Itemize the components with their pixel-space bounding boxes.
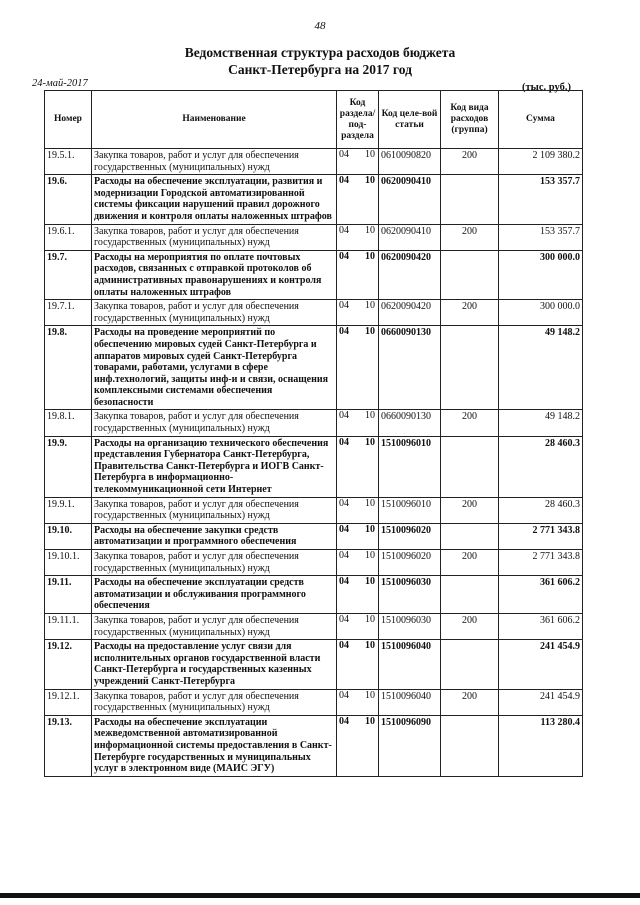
row-target-code: 0620090410 [379,224,441,250]
row-number: 19.8.1. [45,410,92,436]
row-razdel [337,224,379,250]
document-title [0,44,640,78]
row-expense-type: 200 [441,497,499,523]
row-target-code: 1510096020 [379,550,441,576]
row-expense-type: 200 [441,300,499,326]
table-row [45,300,583,326]
row-expense-type: 200 [441,550,499,576]
table-row [45,576,583,614]
units-label: (тыс. руб.) [522,82,571,93]
row-number: 19.11.1. [45,613,92,639]
row-number: 19.5.1. [45,149,92,175]
title-line-2: Санкт-Петербурга на 2017 год [228,62,412,77]
row-razdel [337,326,379,410]
header-nomer: Номер [45,91,92,149]
row-podrazdel-code: 10 [365,576,375,588]
row-name: Закупка товаров, работ и услуг для обеспечения государственных (муниципальных) нужд [92,550,337,576]
header-name: Наименование [92,91,337,149]
row-sum: 241 454.9 [499,689,583,715]
row-name: Расходы на предоставление услуг связи для исполнительных органов государственной власти Санкт-Петербурга и государственных казенных учреждений Санкт-Петербурга [92,640,337,689]
row-razdel [337,175,379,224]
header-vr: Код вида расходов (группа) [441,91,499,149]
row-razdel-code: 04 [339,436,349,448]
row-number: 19.6. [45,175,92,224]
table-row [45,224,583,250]
row-razdel [337,640,379,689]
row-target-code: 1510096020 [379,523,441,549]
row-podrazdel-code: 10 [365,175,375,187]
header-csr: Код целе-вой статьи [379,91,441,149]
document-date: 24-май-2017 [32,78,88,89]
table-row [45,436,583,497]
row-sum: 113 280.4 [499,715,583,776]
row-razdel [337,613,379,639]
row-podrazdel-code: 10 [365,689,375,701]
row-podrazdel-code: 10 [365,224,375,236]
row-target-code: 1510096010 [379,497,441,523]
row-razdel-code: 04 [339,250,349,262]
row-number: 19.12. [45,640,92,689]
row-razdel [337,550,379,576]
table-row [45,523,583,549]
row-podrazdel-code: 10 [365,250,375,262]
row-sum: 241 454.9 [499,640,583,689]
row-name: Расходы на организацию технического обеспечения представления Губернатора Санкт-Петербурга, Правительства Санкт-Петербурга и ИОГВ Санкт-Петербурга в информационно-телекоммуникационной сети Интернет [92,436,337,497]
row-podrazdel-code: 10 [365,300,375,312]
row-expense-type [441,576,499,614]
row-razdel [337,576,379,614]
table-row [45,689,583,715]
table-row [45,250,583,299]
row-expense-type [441,715,499,776]
row-razdel-code: 04 [339,300,349,312]
row-razdel [337,497,379,523]
row-sum: 2 771 343.8 [499,523,583,549]
row-razdel-code: 04 [339,175,349,187]
row-expense-type [441,523,499,549]
row-name: Закупка товаров, работ и услуг для обеспечения государственных (муниципальных) нужд [92,224,337,250]
row-number: 19.9.1. [45,497,92,523]
table-row [45,613,583,639]
row-number: 19.8. [45,326,92,410]
row-razdel-code: 04 [339,149,349,160]
row-podrazdel-code: 10 [365,640,375,652]
row-name: Закупка товаров, работ и услуг для обеспечения государственных (муниципальных) нужд [92,300,337,326]
row-sum: 2 109 380.2 [499,149,583,175]
table-row [45,497,583,523]
row-expense-type: 200 [441,410,499,436]
row-name: Закупка товаров, работ и услуг для обеспечения государственных (муниципальных) нужд [92,613,337,639]
row-number: 19.11. [45,576,92,614]
row-name: Закупка товаров, работ и услуг для обеспечения государственных (муниципальных) нужд [92,689,337,715]
row-podrazdel-code: 10 [365,410,375,422]
row-sum: 2 771 343.8 [499,550,583,576]
row-razdel-code: 04 [339,640,349,652]
row-podrazdel-code: 10 [365,497,375,509]
row-podrazdel-code: 10 [365,715,375,727]
row-name: Расходы на обеспечение закупки средств автоматизации и программного обеспечения [92,523,337,549]
row-number: 19.10.1. [45,550,92,576]
row-target-code: 1510096030 [379,576,441,614]
row-expense-type: 200 [441,224,499,250]
table-row [45,410,583,436]
row-razdel [337,715,379,776]
table-row [45,326,583,410]
row-razdel-code: 04 [339,550,349,561]
row-name: Расходы на обеспечение эксплуатации, развития и модернизации Городской автоматизированной системы фиксации нарушений правил дорожного движения и контроля оплаты наложенных штрафов [92,175,337,224]
row-expense-type [441,175,499,224]
budget-table [44,90,583,777]
row-name: Расходы на обеспечение эксплуатации средств автоматизации и обслуживания программного обеспечения [92,576,337,614]
row-target-code: 0610090820 [379,149,441,175]
row-sum: 49 148.2 [499,326,583,410]
row-razdel-code: 04 [339,523,349,535]
row-number: 19.12.1. [45,689,92,715]
row-razdel-code: 04 [339,576,349,588]
row-name: Расходы на обеспечение эксплуатации межведомственной автоматизированной информационной системы предоставления в Санкт-Петербурге государственных и муниципальных услуг в электронном виде (МАИС ЭГУ) [92,715,337,776]
row-name: Закупка товаров, работ и услуг для обеспечения государственных (муниципальных) нужд [92,497,337,523]
row-name: Расходы на проведение мероприятий по обеспечению мировых судей Санкт-Петербурга и аппаратов мировых судей Санкт-Петербурга товарами, работами, услугами в сфере инф.технологий, защиты инф-и и связи, оснащения комплексными системами обеспечения безопасности [92,326,337,410]
row-name: Закупка товаров, работ и услуг для обеспечения государственных (муниципальных) нужд [92,410,337,436]
row-name: Закупка товаров, работ и услуг для обеспечения государственных (муниципальных) нужд [92,149,337,175]
page-number: 48 [314,20,326,32]
row-razdel [337,689,379,715]
header-razdel: Код раздела/ под-раздела [337,91,379,149]
row-podrazdel-code: 10 [365,436,375,448]
row-target-code: 1510096030 [379,613,441,639]
row-expense-type [441,640,499,689]
row-razdel-code: 04 [339,613,349,625]
table-row [45,640,583,689]
row-razdel-code: 04 [339,224,349,236]
row-razdel [337,523,379,549]
row-number: 19.9. [45,436,92,497]
row-target-code: 0660090130 [379,326,441,410]
row-sum: 153 357.7 [499,224,583,250]
row-podrazdel-code: 10 [365,613,375,625]
row-sum: 300 000.0 [499,300,583,326]
row-sum: 361 606.2 [499,576,583,614]
row-target-code: 1510096040 [379,640,441,689]
row-sum: 361 606.2 [499,613,583,639]
row-podrazdel-code: 10 [365,550,375,561]
row-razdel-code: 04 [339,410,349,422]
row-expense-type: 200 [441,149,499,175]
row-razdel [337,250,379,299]
row-razdel-code: 04 [339,689,349,701]
row-number: 19.13. [45,715,92,776]
row-target-code: 1510096010 [379,436,441,497]
table-row [45,550,583,576]
header-sum: Сумма [499,91,583,149]
row-razdel-code: 04 [339,497,349,509]
row-sum: 300 000.0 [499,250,583,299]
bottom-scan-border [0,893,640,898]
row-podrazdel-code: 10 [365,523,375,535]
row-sum: 28 460.3 [499,497,583,523]
row-target-code: 0620090420 [379,300,441,326]
row-podrazdel-code: 10 [365,149,375,160]
row-expense-type: 200 [441,613,499,639]
row-number: 19.10. [45,523,92,549]
row-target-code: 0660090130 [379,410,441,436]
row-target-code: 1510096090 [379,715,441,776]
row-number: 19.6.1. [45,224,92,250]
row-sum: 153 357.7 [499,175,583,224]
row-razdel [337,300,379,326]
row-target-code: 1510096040 [379,689,441,715]
row-sum: 28 460.3 [499,436,583,497]
row-razdel [337,410,379,436]
table-body [45,149,583,777]
table-row [45,175,583,224]
row-number: 19.7. [45,250,92,299]
row-target-code: 0620090410 [379,175,441,224]
row-expense-type [441,250,499,299]
row-razdel-code: 04 [339,715,349,727]
row-sum: 49 148.2 [499,410,583,436]
row-razdel [337,149,379,175]
row-expense-type [441,326,499,410]
title-line-1: Ведомственная структура расходов бюджета [184,45,456,60]
row-razdel-code: 04 [339,326,349,338]
row-expense-type: 200 [441,689,499,715]
table-row [45,149,583,175]
row-number: 19.7.1. [45,300,92,326]
row-target-code: 0620090420 [379,250,441,299]
table-row [45,715,583,776]
table-header-row [45,91,583,149]
row-expense-type [441,436,499,497]
row-podrazdel-code: 10 [365,326,375,338]
row-name: Расходы на мероприятия по оплате почтовых расходов, связанных с отправкой протоколов об административных правонарушениях и контроля оплаты наложенных штрафов [92,250,337,299]
row-razdel [337,436,379,497]
